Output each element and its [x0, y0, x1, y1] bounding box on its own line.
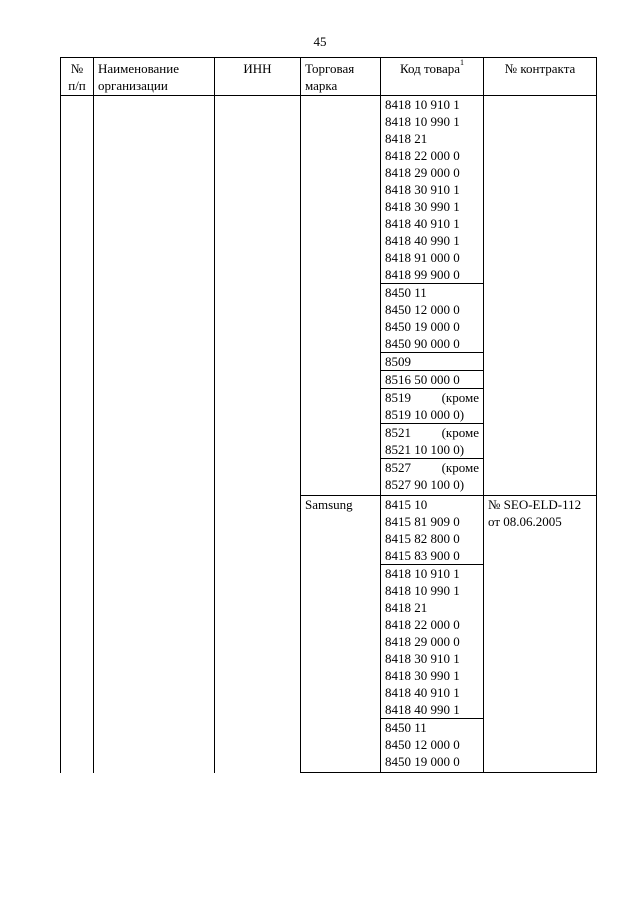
goods-code	[385, 650, 479, 667]
goods-code	[385, 513, 479, 530]
goods-code	[385, 684, 479, 701]
goods-code-value: 8418 29 000 0	[385, 165, 460, 180]
goods-code	[385, 753, 479, 770]
goods-code-value: 8418 29 000 0	[385, 634, 460, 650]
cell-inn	[215, 96, 301, 773]
goods-code-value: 8418 99 900 0	[385, 267, 460, 282]
goods-code	[385, 266, 479, 283]
goods-code-value: 8418 30 990 1	[385, 199, 460, 214]
goods-code-value: 8519	[385, 390, 411, 405]
goods-code	[385, 284, 479, 301]
goods-code-note: (кроме	[441, 460, 479, 475]
goods-code-value: 8415 83 900 0	[385, 548, 460, 564]
goods-code	[385, 476, 479, 493]
goods-code-value: 8418 30 910 1	[385, 651, 460, 667]
goods-code-value: 8418 40 990 1	[385, 233, 460, 248]
header-brand: Торговая марка	[301, 58, 381, 96]
goods-code	[385, 232, 479, 249]
goods-code	[385, 441, 479, 458]
goods-code-value: 8418 30 910 1	[385, 182, 460, 197]
goods-code-value: 8521	[385, 425, 411, 440]
goods-code-value: 8527	[385, 460, 411, 475]
contract-number: № SEO-ELD-112	[488, 497, 582, 513]
goods-code-value: 8418 22 000 0	[385, 148, 460, 163]
goods-code	[385, 633, 479, 650]
goods-code-value: 8418 10 990 1	[385, 583, 460, 599]
cell-contract-continued	[484, 96, 597, 496]
cell-organization	[94, 96, 215, 773]
cell-brand-continued	[301, 96, 381, 496]
goods-code-value: 8450 11	[385, 285, 427, 300]
goods-code	[385, 496, 479, 513]
goods-code-value: 8519 10 000 0)	[385, 407, 465, 422]
contract-date: от 08.06.2005	[488, 514, 562, 530]
goods-code-value: 8418 10 910 1	[385, 566, 460, 582]
goods-code-value: 8418 30 990 1	[385, 668, 460, 684]
goods-code-note: (кроме	[441, 425, 479, 440]
goods-code	[385, 147, 479, 164]
goods-code	[385, 301, 479, 318]
goods-code-value: 8450 19 000 0	[385, 754, 460, 770]
goods-code-value: 8418 40 910 1	[385, 216, 460, 231]
goods-code	[385, 96, 479, 113]
goods-code-value: 8509	[385, 354, 411, 369]
goods-code-value: 8418 21	[385, 131, 428, 146]
code-group	[381, 719, 483, 770]
goods-code	[385, 164, 479, 181]
goods-code	[385, 599, 479, 616]
header-contract: № контракта	[484, 58, 597, 96]
table-header-row	[61, 58, 597, 96]
code-group	[381, 353, 483, 371]
code-group	[381, 389, 483, 424]
header-goods-code	[381, 58, 484, 96]
goods-code-note: (кроме	[441, 390, 479, 405]
goods-code	[385, 371, 479, 388]
goods-code-value: 8450 12 000 0	[385, 737, 460, 753]
code-group	[381, 459, 483, 493]
goods-code	[385, 616, 479, 633]
goods-code-value: 8415 10	[385, 497, 428, 513]
goods-code-value: 8418 21	[385, 600, 428, 616]
goods-code	[385, 547, 479, 564]
goods-code-value: 8415 81 909 0	[385, 514, 460, 530]
cell-brand-samsung: Samsung	[301, 496, 381, 773]
table-row	[61, 96, 597, 496]
goods-code	[385, 667, 479, 684]
goods-code	[385, 701, 479, 718]
goods-code-value: 8415 82 800 0	[385, 531, 460, 547]
goods-code-value: 8418 10 990 1	[385, 114, 460, 129]
goods-code-value: 8450 90 000 0	[385, 336, 460, 351]
goods-code-value: 8521 10 100 0)	[385, 442, 465, 457]
goods-code	[385, 459, 479, 476]
goods-code	[385, 181, 479, 198]
goods-code	[385, 530, 479, 547]
header-goods-code-label: Код товара	[399, 61, 461, 76]
goods-code-value: 8450 19 000 0	[385, 319, 460, 334]
goods-table	[60, 57, 597, 773]
goods-code	[385, 215, 479, 232]
goods-code	[385, 318, 479, 335]
goods-code	[385, 565, 479, 582]
goods-code-value: 8418 22 000 0	[385, 617, 460, 633]
code-group	[381, 424, 483, 459]
goods-code-value: 8516 50 000 0	[385, 372, 460, 387]
goods-code	[385, 389, 479, 406]
footnote-marker: 1	[460, 58, 465, 67]
goods-code-value: 8527 90 100 0)	[385, 477, 465, 492]
cell-goods-codes	[381, 96, 484, 496]
code-group	[381, 371, 483, 389]
goods-code-value: 8450 12 000 0	[385, 302, 460, 317]
header-num: № п/п	[61, 58, 94, 96]
page-number: 45	[313, 34, 327, 49]
goods-code	[385, 249, 479, 266]
goods-code	[385, 406, 479, 423]
code-group	[381, 284, 483, 353]
cell-contract-samsung	[484, 496, 597, 773]
goods-code	[385, 424, 479, 441]
goods-code	[385, 719, 479, 736]
goods-code	[385, 113, 479, 130]
goods-code-value: 8418 10 910 1	[385, 97, 460, 112]
header-inn: ИНН	[215, 58, 301, 96]
goods-code	[385, 130, 479, 147]
cell-num	[61, 96, 94, 773]
goods-code	[385, 353, 479, 370]
goods-code	[385, 198, 479, 215]
goods-code-value: 8418 91 000 0	[385, 250, 460, 265]
header-organization: Наименование организации	[94, 58, 215, 96]
goods-code	[385, 736, 479, 753]
code-group	[381, 565, 483, 719]
goods-code-value: 8418 40 910 1	[385, 685, 460, 701]
code-group	[381, 96, 483, 284]
goods-code	[385, 335, 479, 352]
goods-code-value: 8450 11	[385, 720, 427, 736]
cell-goods-codes	[381, 496, 484, 773]
goods-code	[385, 582, 479, 599]
goods-code-value: 8418 40 990 1	[385, 702, 460, 718]
code-group	[381, 496, 483, 565]
